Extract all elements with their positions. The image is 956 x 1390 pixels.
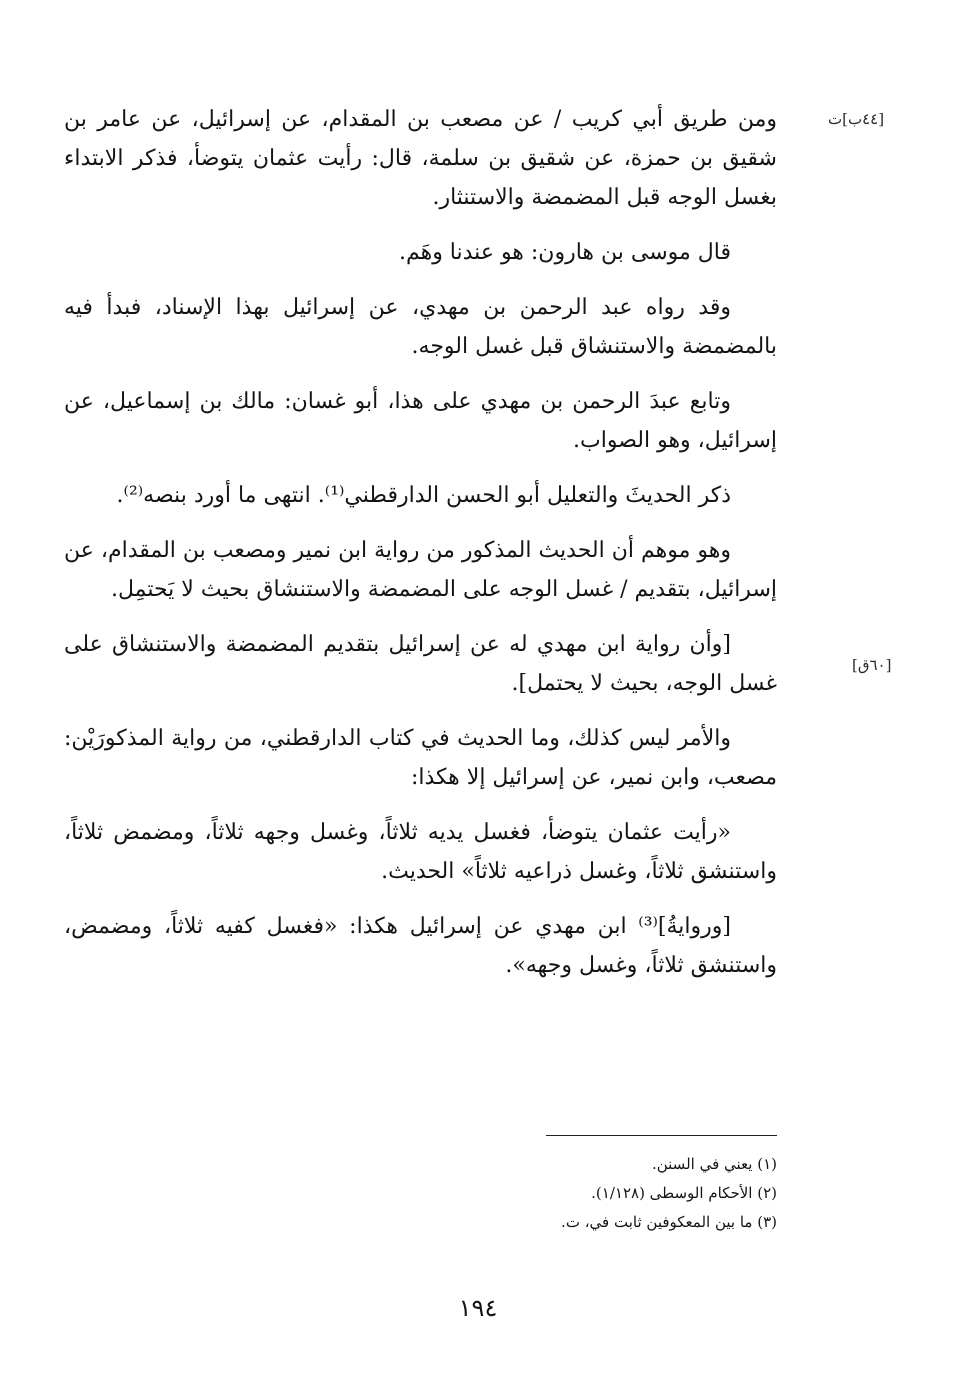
paragraph-4: وتابع عبدَ الرحمن بن مهدي على هذا، أبو غسان: مالك بن إسماعيل، عن إسرائيل، وهو الصواب. xyxy=(64,389,777,453)
paragraph-1: ومن طريق أبي كريب / عن مصعب بن المقدام، عن إسرائيل، عن عامر بن شقيق بن حمزة، عن شقيق بن سلمة، قال: رأيت عثمان يتوضأ، فذكر الابتداء بغسل الوجه قبل المضمضة والاستنثار. xyxy=(64,107,777,210)
paragraph-8: والأمر ليس كذلك، وما الحديث في كتاب الدارقطني، من رواية المذكورَيْن: مصعب، وابن نمير، عن إسرائيل إلا هكذا: xyxy=(64,726,777,790)
paragraph-9: «رأيت عثمان يتوضأ، فغسل يديه ثلاثاً، وغسل وجهه ثلاثاً، ومضمض ثلاثاً، واستنشق ثلاثاً، وغسل ذراعيه ثلاثاً» الحديث. xyxy=(64,820,777,884)
paragraph-2: قال موسى بن هارون: هو عندنا وهَم. xyxy=(398,240,731,265)
paragraph-7: [وأن رواية ابن مهدي له عن إسرائيل بتقديم المضمضة والاستنشاق على غسل الوجه، بحيث لا يحتمل]. xyxy=(64,632,777,696)
paragraph-10: [وروايةُ]⁽³⁾ ابن مهدي عن إسرائيل هكذا: «فغسل كفيه ثلاثاً، ومضمض، واستنشق ثلاثاً، وغسل وجهه». xyxy=(64,914,777,978)
paragraph-3: وقد رواه عبد الرحمن بن مهدي، عن إسرائيل بهذا الإسناد، فبدأ فيه بالمضمضة والاستنشاق قبل غسل الوجه. xyxy=(64,295,777,359)
paragraph-6: وهو موهم أن الحديث المذكور من رواية ابن نمير ومصعب بن المقدام، عن إسرائيل، بتقديم / غسل الوجه على المضمضة والاستنشاق بحيث لا يَحتمِل. xyxy=(64,538,777,602)
footnotes xyxy=(400,1150,777,1237)
footnote-2: (٢) الأحكام الوسطى (١/١٢٨). xyxy=(591,1184,777,1202)
footnote-divider xyxy=(546,1135,777,1136)
margin-note-manuscript-ref-2: [٦٠ق] xyxy=(852,656,892,674)
footnote-1: (١) يعني في السنن. xyxy=(651,1155,777,1173)
paragraph-5: ذكر الحديثَ والتعليل أبو الحسن الدارقطني⁽¹⁾. انتهى ما أورد بنصه⁽²⁾. xyxy=(116,483,731,508)
main-text xyxy=(64,100,777,1001)
footnote-3: (٣) ما بين المعكوفين ثابت في، ت. xyxy=(561,1213,777,1231)
page-number: ١٩٤ xyxy=(458,1294,498,1322)
margin-note-manuscript-ref-1: [٤٤ب]ت xyxy=(828,110,885,128)
